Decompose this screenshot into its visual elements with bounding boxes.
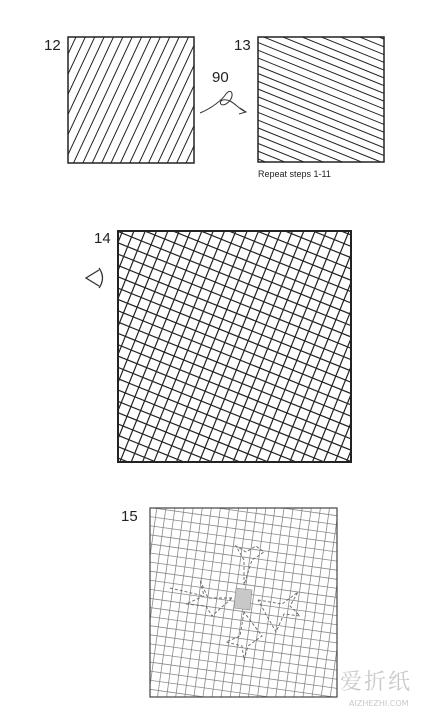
step-15-line-a bbox=[0, 438, 440, 516]
step-15-line-b bbox=[267, 332, 345, 723]
step-14-line-b bbox=[85, 16, 346, 661]
step-13-diagonal-lines bbox=[105, 0, 440, 270]
step-13-line bbox=[159, 0, 440, 136]
step-14-line-b bbox=[0, 0, 219, 610]
step-15-line-b bbox=[329, 341, 407, 723]
step-13-line bbox=[184, 0, 440, 76]
step-14-line-b bbox=[26, 0, 287, 638]
step-14-line-b bbox=[94, 20, 355, 665]
step-15-line-b bbox=[249, 330, 327, 723]
step-14-line-a bbox=[0, 265, 440, 526]
step-13-number: 13 bbox=[234, 37, 251, 54]
step-15-line-a bbox=[0, 430, 440, 508]
step-15-line-b bbox=[53, 302, 131, 723]
step-15-line-a bbox=[0, 456, 440, 534]
step-12-line bbox=[90, 0, 250, 289]
step-13-line bbox=[124, 82, 440, 224]
step-13-line bbox=[111, 115, 440, 257]
step-15-line-b bbox=[276, 333, 354, 723]
step-12-line bbox=[0, 0, 142, 239]
step-15-line-a bbox=[0, 412, 440, 490]
step-14-line-a bbox=[0, 333, 440, 594]
step-13-line bbox=[167, 0, 440, 116]
step-15-line-a bbox=[0, 519, 440, 597]
step-15-line-b bbox=[302, 337, 380, 723]
step-14-line-a bbox=[0, 391, 440, 652]
step-15-line-b bbox=[356, 345, 434, 723]
step-14-line-a bbox=[0, 304, 440, 565]
step-14-line-b bbox=[192, 59, 440, 704]
step-14-line-a bbox=[0, 294, 440, 555]
step-15-line-a bbox=[0, 590, 440, 668]
step-15-line-a bbox=[0, 465, 440, 543]
step-14-line-a bbox=[0, 158, 440, 419]
step-15-light-grid bbox=[0, 302, 440, 723]
step-13-line bbox=[119, 95, 440, 237]
step-14-line-a bbox=[0, 255, 440, 516]
rotation-angle-label: 90 bbox=[212, 69, 229, 86]
step-14-line-a bbox=[0, 284, 440, 545]
watermark-url: AIZHEZHI.COM bbox=[349, 699, 409, 708]
step-15-line-a bbox=[0, 421, 440, 499]
step-14-line-b bbox=[104, 24, 365, 669]
step-14-line-b bbox=[17, 0, 278, 634]
step-15-line-a bbox=[0, 492, 440, 570]
step-14-line-a bbox=[0, 206, 440, 467]
step-15-line-a bbox=[0, 483, 440, 561]
step-13-line bbox=[146, 28, 440, 170]
step-13-line bbox=[186, 0, 440, 70]
step-12-line bbox=[67, 0, 227, 278]
step-14-line-b bbox=[172, 51, 433, 696]
step-15-line-a bbox=[0, 447, 440, 525]
step-15-line-b bbox=[133, 313, 211, 723]
step-13-line bbox=[148, 22, 440, 164]
step-14-line-b bbox=[153, 44, 414, 689]
step-15-line-a bbox=[0, 715, 440, 723]
step-12-line bbox=[136, 0, 296, 311]
step-13-caption: Repeat steps 1-11 bbox=[258, 169, 331, 179]
step-15-line-a bbox=[0, 545, 440, 623]
step-14-line-a bbox=[0, 129, 440, 390]
step-14-number: 14 bbox=[94, 230, 111, 247]
step-14-line-b bbox=[124, 32, 385, 677]
step-14-line-a bbox=[0, 109, 440, 370]
shaded-center-cell bbox=[234, 588, 252, 610]
step-14-line-a bbox=[0, 99, 440, 360]
step-13-line bbox=[165, 0, 440, 123]
step-12-line bbox=[0, 0, 118, 228]
step-14-line-a bbox=[0, 70, 440, 331]
step-14-line-b bbox=[114, 28, 375, 673]
step-15-line-a bbox=[0, 581, 440, 659]
step-14-line-a bbox=[0, 275, 440, 536]
step-12-line bbox=[144, 0, 304, 314]
step-14-line-b bbox=[0, 0, 238, 618]
step-14-line-a bbox=[0, 236, 440, 497]
step-13-line bbox=[132, 62, 440, 204]
step-14-line-a bbox=[0, 80, 440, 341]
step-14-line-b bbox=[0, 0, 209, 606]
eye-view-icon bbox=[86, 268, 103, 288]
step-13-line bbox=[113, 108, 440, 250]
step-14-line-a bbox=[0, 148, 440, 409]
step-15-square bbox=[0, 302, 440, 723]
step-15-line-a bbox=[0, 554, 440, 632]
step-14-line-b bbox=[0, 0, 190, 598]
step-14-line-a bbox=[0, 226, 440, 487]
step-15-line-a bbox=[0, 528, 440, 606]
step-15-line-b bbox=[347, 343, 425, 723]
step-14-line-b bbox=[221, 71, 440, 716]
step-14-line-b bbox=[211, 67, 440, 712]
step-15-line-a bbox=[0, 706, 440, 723]
step-13-line bbox=[162, 0, 440, 130]
step-13-line bbox=[170, 0, 440, 110]
step-14-line-b bbox=[0, 0, 199, 602]
step-12-number: 12 bbox=[44, 37, 61, 54]
step-13-line bbox=[173, 0, 440, 103]
rotate-loop-arrow-icon bbox=[200, 91, 246, 114]
step-13-line bbox=[157, 1, 440, 143]
step-12-line bbox=[0, 0, 126, 232]
step-12-line bbox=[13, 0, 173, 253]
step-14-line-a bbox=[0, 177, 440, 438]
step-14-line-b bbox=[7, 0, 268, 630]
step-14-line-a bbox=[0, 60, 440, 321]
watermark-logo: 爱折纸 bbox=[340, 670, 413, 695]
step-13-square bbox=[105, 0, 440, 270]
step-14-line-a bbox=[0, 362, 440, 623]
step-15-number: 15 bbox=[121, 508, 138, 525]
step-14-line-a bbox=[0, 138, 440, 399]
step-14-line-b bbox=[46, 0, 307, 645]
